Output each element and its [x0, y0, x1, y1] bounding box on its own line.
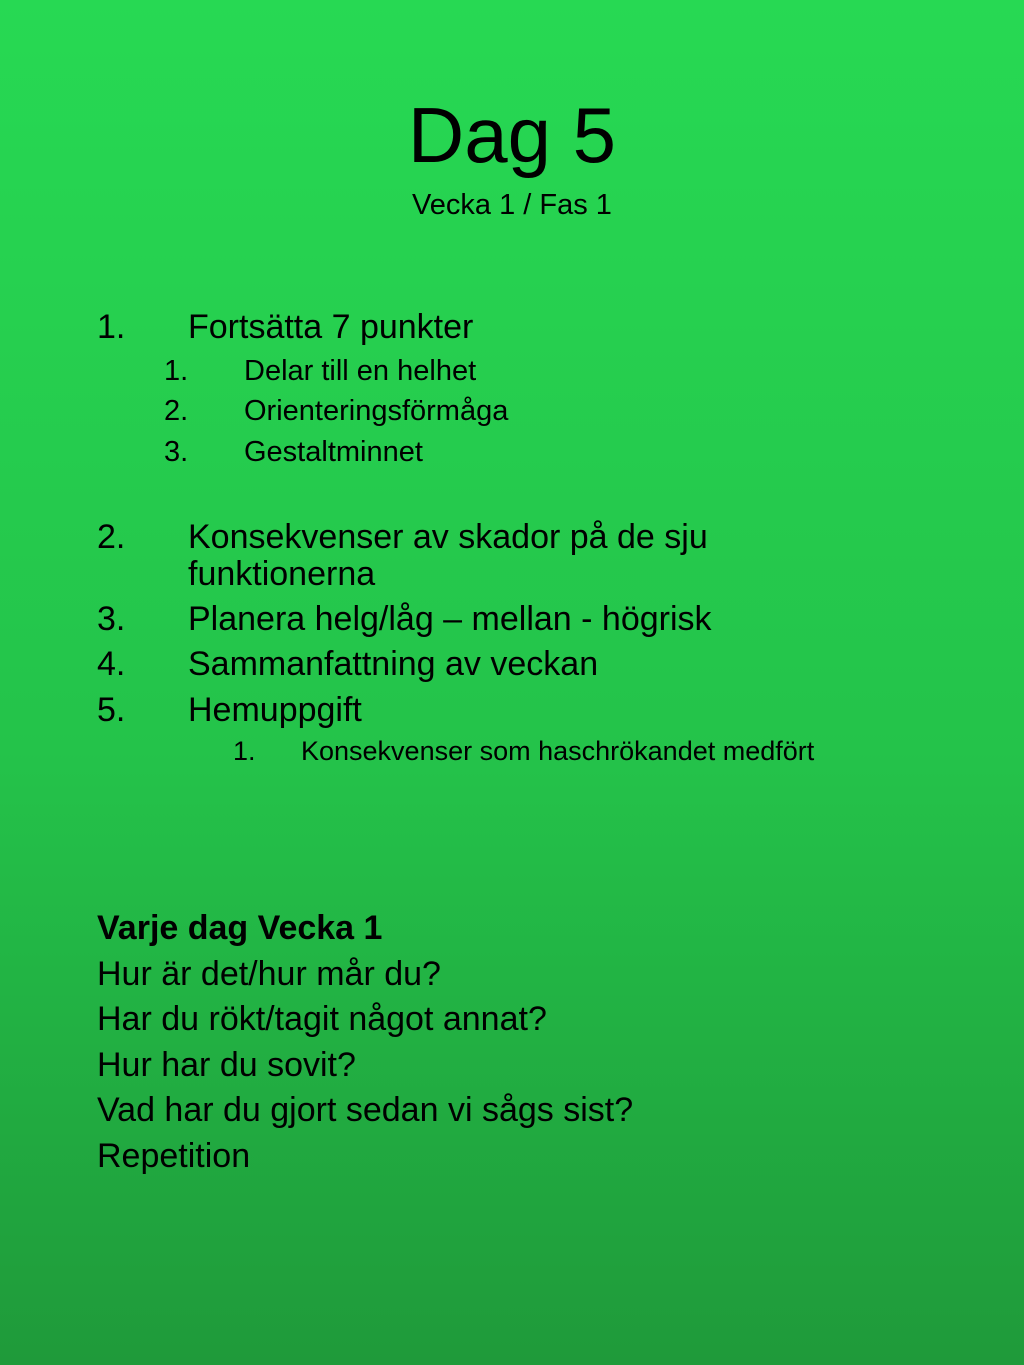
agenda-subitem-number: 3. [164, 436, 189, 468]
agenda-item-number: 3. [97, 600, 126, 638]
slide-title: Dag 5 [407, 91, 617, 179]
daily-question: Vad har du gjort sedan vi sågs sist? [97, 1091, 634, 1129]
daily-question: Repetition [97, 1136, 251, 1175]
agenda-item-label: Sammanfattning av veckan [188, 645, 599, 683]
agenda-item-number: 5. [97, 691, 126, 729]
slide-subtitle: Vecka 1 / Fas 1 [412, 189, 612, 221]
daily-question: Hur har du sovit? [97, 1045, 356, 1084]
daily-checklist [97, 906, 633, 1179]
agenda-item-label: funktionerna [188, 555, 376, 593]
agenda-subitem-number: 1. [233, 736, 256, 766]
agenda-item-label: Planera helg/låg – mellan - högrisk [188, 600, 712, 638]
agenda-item-number: 4. [97, 645, 126, 683]
agenda-item-label: Fortsätta 7 punkter [188, 308, 474, 346]
agenda-item-label: Konsekvenser av skador på de sju [188, 518, 708, 556]
daily-question: Hur är det/hur mår du? [97, 954, 441, 993]
agenda-item-label: Hemuppgift [188, 691, 362, 729]
agenda-subitem-label: Konsekvenser som haschrökandet medfört [301, 736, 815, 766]
daily-question: Har du rökt/tagit något annat? [97, 1000, 547, 1038]
agenda-subitem-number: 2. [164, 395, 189, 427]
agenda-subitem-label: Delar till en helhet [244, 355, 477, 387]
agenda-subitem-label: Orienteringsförmåga [244, 395, 509, 427]
agenda-item-number: 2. [97, 518, 126, 556]
agenda-item-number: 1. [97, 308, 126, 346]
agenda-subitem-label: Gestaltminnet [244, 436, 423, 468]
daily-heading: Varje dag Vecka 1 [97, 909, 383, 947]
agenda-subitem-number: 1. [164, 355, 189, 387]
